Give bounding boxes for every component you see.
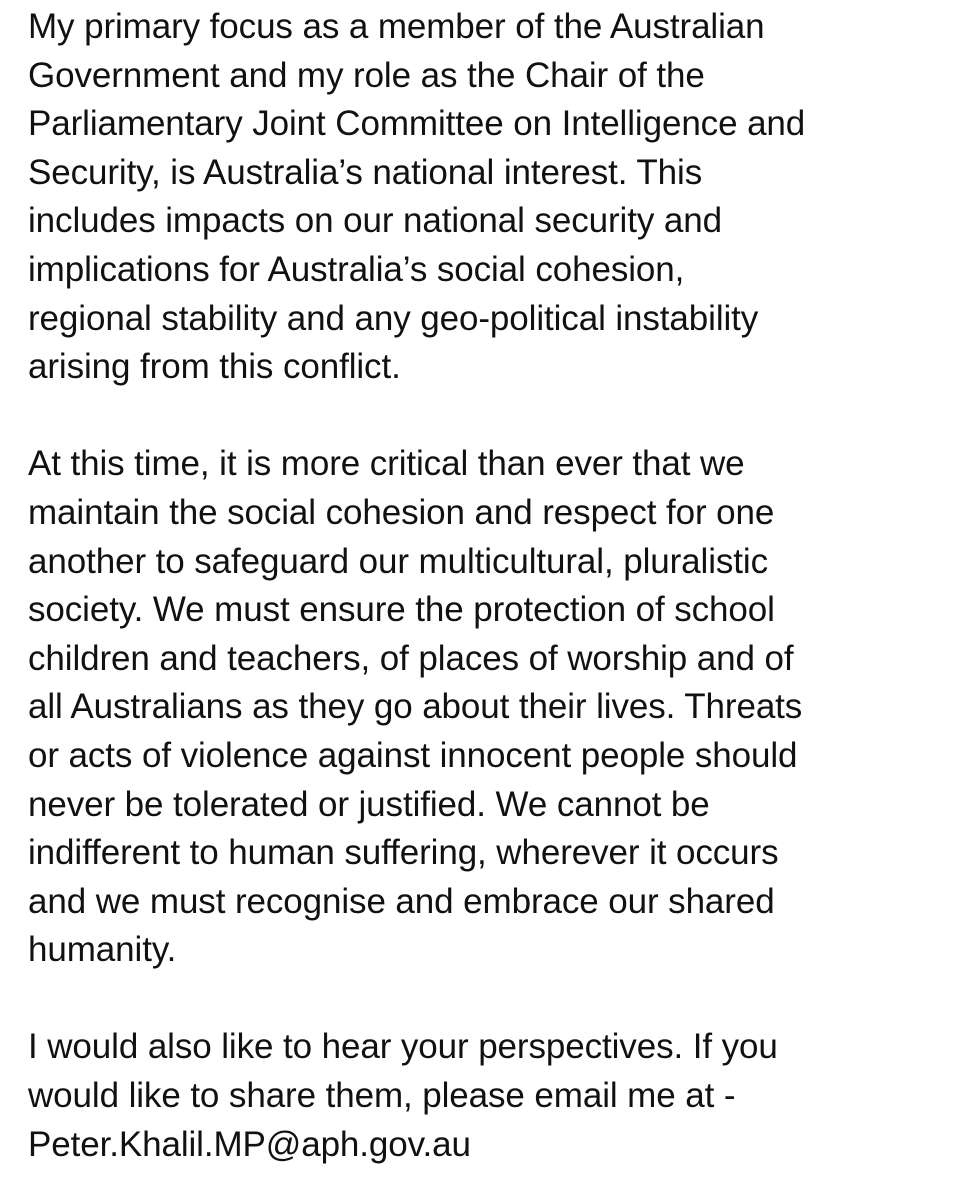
text-line: implications for Australia’s social cohesion, (28, 249, 685, 289)
text-line: maintain the social cohesion and respect for one (28, 492, 775, 532)
text-line: or acts of violence against innocent people should (28, 735, 798, 775)
text-line: At this time, it is more critical than ever that we (28, 444, 745, 484)
text-line: never be tolerated or justified. We cannot be (28, 784, 710, 824)
text-line: all Australians as they go about their lives. Threats (28, 687, 803, 727)
text-line: Parliamentary Joint Committee on Intelligence and (28, 104, 806, 144)
paragraph-focus (28, 3, 943, 392)
paragraph-contact (28, 1023, 943, 1169)
text-line: My primary focus as a member of the Australian (28, 7, 765, 46)
text-line: regional stability and any geo-political instability (28, 298, 759, 338)
paragraph-spacer (28, 392, 943, 441)
text-line: children and teachers, of places of worship and of (28, 638, 794, 678)
text-line: includes impacts on our national security and (28, 201, 722, 241)
paragraph-cohesion (28, 440, 943, 975)
text-line: I would also like to hear your perspectives. If you (28, 1027, 778, 1067)
note-body (28, 3, 943, 1169)
paragraph-spacer (28, 975, 943, 1024)
text-line: indifferent to human suffering, wherever it occurs (28, 833, 779, 873)
text-line: would like to share them, please email me at - (28, 1076, 736, 1116)
text-line: and we must recognise and embrace our shared (28, 881, 775, 921)
text-line: Government and my role as the Chair of the (28, 55, 705, 95)
text-line: arising from this conflict. (28, 347, 401, 387)
email-address[interactable]: Peter.Khalil.MP@aph.gov.au (28, 1124, 471, 1164)
text-line: Security, is Australia’s national interest. This (28, 152, 703, 192)
text-line: another to safeguard our multicultural, pluralistic (28, 541, 769, 581)
text-line: society. We must ensure the protection of school (28, 590, 775, 630)
text-line: humanity. (28, 930, 177, 970)
